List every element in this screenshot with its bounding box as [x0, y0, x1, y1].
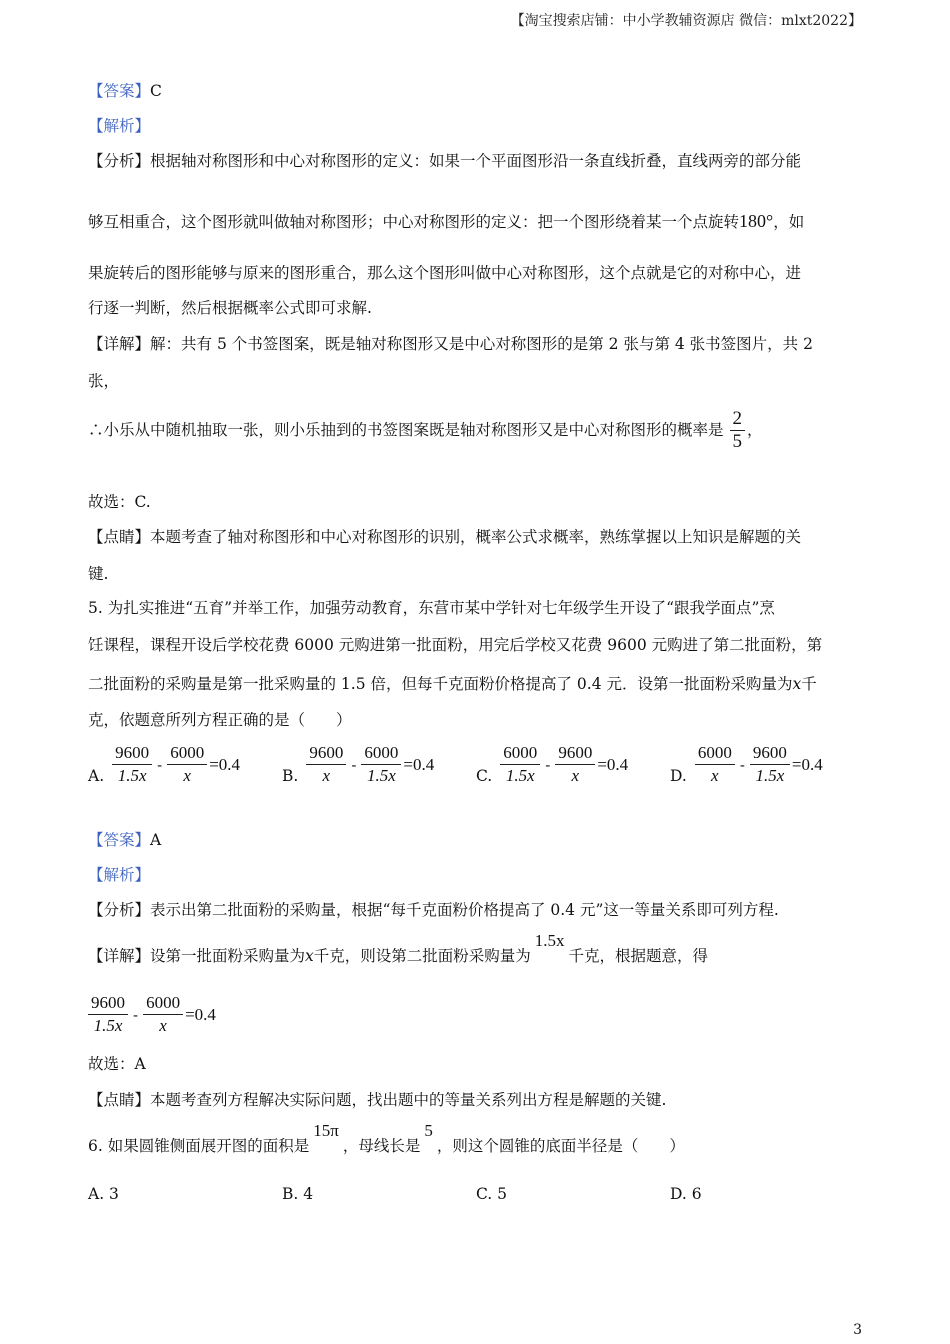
q4-dianjing-line-1	[88, 526, 862, 548]
q5-equation	[86, 992, 216, 1037]
fraction-numerator: 2	[730, 408, 746, 431]
probability-fraction	[730, 408, 746, 453]
option-label: B.	[282, 767, 299, 785]
stem-text: 二批面粉的采购量是第一批采购量的 1.5 倍，但每千克面粉价格提高了 0.4 元．设第一批面粉采购量为	[88, 675, 793, 693]
analysis-tag: 【解析】	[88, 117, 151, 135]
option-label: A.	[88, 767, 105, 785]
q5-stem-line-1: 5. 为扎实推进“五育”并举工作，加强劳动教育，东营市某中学针对七年级学生开设了“跟我学面点”烹	[88, 599, 775, 617]
q4-fenxi-line-3: 果旋转后的图形能够与原来的图形重合，那么这个图形叫做中心对称图形，这个点就是它的对称中心，进	[88, 264, 802, 282]
denominator: x	[711, 766, 719, 785]
fraction-1	[500, 742, 540, 787]
q6-option-d[interactable]: D. 6	[670, 1185, 702, 1203]
numerator: 9600	[306, 742, 346, 765]
fraction-1	[88, 992, 128, 1037]
equation-rhs: =0.4	[209, 754, 241, 774]
option-c[interactable]	[476, 742, 628, 787]
q4-fenxi-line-1	[88, 150, 862, 172]
answer-value: C	[150, 82, 162, 100]
stem-text: 6. 如果圆锥侧面展开图的面积是	[88, 1137, 310, 1155]
stem-text: 千	[801, 675, 817, 693]
numerator: 6000	[143, 992, 183, 1015]
denominator: 1.5x	[755, 766, 785, 785]
denominator: x	[183, 766, 191, 785]
fraction-2	[750, 742, 790, 787]
q4-analysis-line	[88, 115, 862, 137]
minus-sign: -	[133, 1005, 139, 1024]
numerator: 9600	[88, 992, 128, 1015]
q4-dianjing-line-2: 键.	[88, 565, 109, 583]
q4-detail-line-1	[88, 333, 862, 355]
equation-rhs: =0.4	[791, 754, 823, 774]
detail-tag: 【详解】	[88, 335, 151, 353]
q5-stem-line-2: 饪课程，课程开设后学校花费 6000 元购进第一批面粉，用完后学校又花费 9600 元购进了第二批面粉，第	[88, 636, 823, 654]
fraction-2	[555, 742, 595, 787]
equation-rhs: =0.4	[185, 1004, 216, 1024]
q5-stem-line-4: 克，依题意所列方程正确的是（ ）	[88, 711, 352, 729]
variable-x: x	[305, 947, 314, 965]
stem-text: ，母线长是	[342, 1137, 421, 1155]
answer-tag: 【答案】	[88, 831, 151, 849]
q4-detail-line-2: 张，	[88, 372, 120, 390]
fraction-2	[361, 742, 401, 787]
numerator: 6000	[361, 742, 401, 765]
denominator: 1.5x	[93, 1016, 123, 1035]
q5-choose-line: 故选：A	[88, 1055, 146, 1073]
numerator: 6000	[167, 742, 207, 765]
minus-sign: -	[351, 755, 357, 774]
detail-text: ，	[747, 421, 763, 439]
option-a[interactable]	[88, 742, 240, 787]
q4-detail-line-3	[88, 400, 862, 460]
variable-x: x	[792, 675, 802, 693]
fenxi-tag: 【分析】	[88, 152, 151, 170]
option-label: C.	[476, 767, 493, 785]
fenxi-text: ，如	[773, 213, 805, 231]
equation-rhs: =0.4	[597, 754, 629, 774]
q4-fenxi-line-2	[88, 210, 862, 233]
length-value: 5	[424, 1121, 433, 1140]
answer-tag: 【答案】	[88, 82, 151, 100]
numerator: 9600	[555, 742, 595, 765]
q6-stem-line	[88, 1120, 862, 1160]
fenxi-text: 表示出第二批面粉的采购量，根据“每千克面粉价格提高了 0.4 元”这一等量关系即可列方程.	[150, 901, 779, 919]
fenxi-text: 根据轴对称图形和中心对称图形的定义：如果一个平面图形沿一条直线折叠，直线两旁的部分能	[150, 152, 802, 170]
denominator: 1.5x	[505, 766, 535, 785]
detail-text: 千克，根据题意，得	[568, 947, 709, 965]
denominator: x	[322, 766, 331, 785]
quantity-1-5x: 1.5x	[534, 931, 565, 950]
minus-sign: -	[739, 755, 745, 774]
page-number: 3	[853, 1322, 862, 1338]
q5-stem-line-3	[88, 673, 862, 695]
fraction-1	[695, 742, 735, 787]
denominator: 1.5x	[117, 766, 147, 785]
detail-text: ∴小乐从中随机抽取一张，则小乐抽到的书签图案既是轴对称图形又是中心对称图形的概率是	[88, 421, 724, 439]
q6-option-b[interactable]: B. 4	[282, 1185, 314, 1203]
option-label: D.	[670, 767, 687, 785]
denominator: 1.5x	[367, 766, 396, 785]
equation-rhs: =0.4	[403, 754, 435, 774]
numerator: 9600	[750, 742, 790, 765]
q6-option-c[interactable]: C. 5	[476, 1185, 508, 1203]
dianjing-text: 本题考查了轴对称图形和中心对称图形的识别，概率公式求概率，熟练掌握以上知识是解题的关	[150, 528, 802, 546]
detail-tag: 【详解】	[88, 947, 151, 965]
denominator: x	[159, 1016, 167, 1035]
numerator: 6000	[695, 742, 735, 765]
q4-fenxi-line-4: 行逐一判断，然后根据概率公式即可求解.	[88, 299, 372, 317]
q5-analysis-line	[88, 864, 862, 886]
q5-detail-line	[88, 930, 862, 970]
q4-choose-line: 故选：C.	[88, 493, 151, 511]
dianjing-tag: 【点睛】	[88, 528, 151, 546]
fraction-1	[112, 742, 152, 787]
fraction-2	[143, 992, 183, 1037]
q5-fenxi-line	[88, 899, 862, 921]
fenxi-text: 够互相重合，这个图形就叫做轴对称图形；中心对称图形的定义：把一个图形绕着某一个点旋转	[88, 213, 740, 231]
fenxi-tag: 【分析】	[88, 901, 151, 919]
option-d[interactable]	[670, 742, 823, 787]
analysis-tag: 【解析】	[88, 866, 151, 884]
option-b[interactable]	[282, 742, 434, 787]
fraction-1	[306, 742, 346, 787]
q4-answer-line	[88, 80, 862, 102]
minus-sign: -	[157, 755, 163, 774]
fraction-denominator: 5	[732, 430, 743, 452]
q6-option-a[interactable]: A. 3	[88, 1185, 119, 1203]
denominator: x	[571, 766, 580, 785]
detail-text: 千克，则设第二批面粉采购量为	[313, 947, 531, 965]
page-header: 【淘宝搜索店铺：中小学教辅资源店 微信：mlxt2022】	[510, 13, 862, 29]
detail-text: 解：共有 5 个书签图案，既是轴对称图形又是中心对称图形的是第 2 张与第 4 张书签图片，共 2	[150, 335, 813, 353]
dianjing-tag: 【点睛】	[88, 1091, 151, 1109]
answer-value: A	[150, 831, 162, 849]
minus-sign: -	[545, 755, 551, 774]
angle-value: 180°	[739, 211, 774, 231]
numerator: 9600	[112, 742, 152, 765]
detail-text: 设第一批面粉采购量为	[150, 947, 306, 965]
stem-text: ，则这个圆锥的底面半径是（ ）	[436, 1137, 685, 1155]
area-value: 15π	[313, 1121, 339, 1140]
fraction-2	[167, 742, 207, 787]
numerator: 6000	[500, 742, 540, 765]
dianjing-text: 本题考查列方程解决实际问题，找出题中的等量关系列出方程是解题的关键.	[150, 1091, 667, 1109]
q5-answer-line	[88, 829, 862, 851]
q5-dianjing-line	[88, 1089, 862, 1111]
